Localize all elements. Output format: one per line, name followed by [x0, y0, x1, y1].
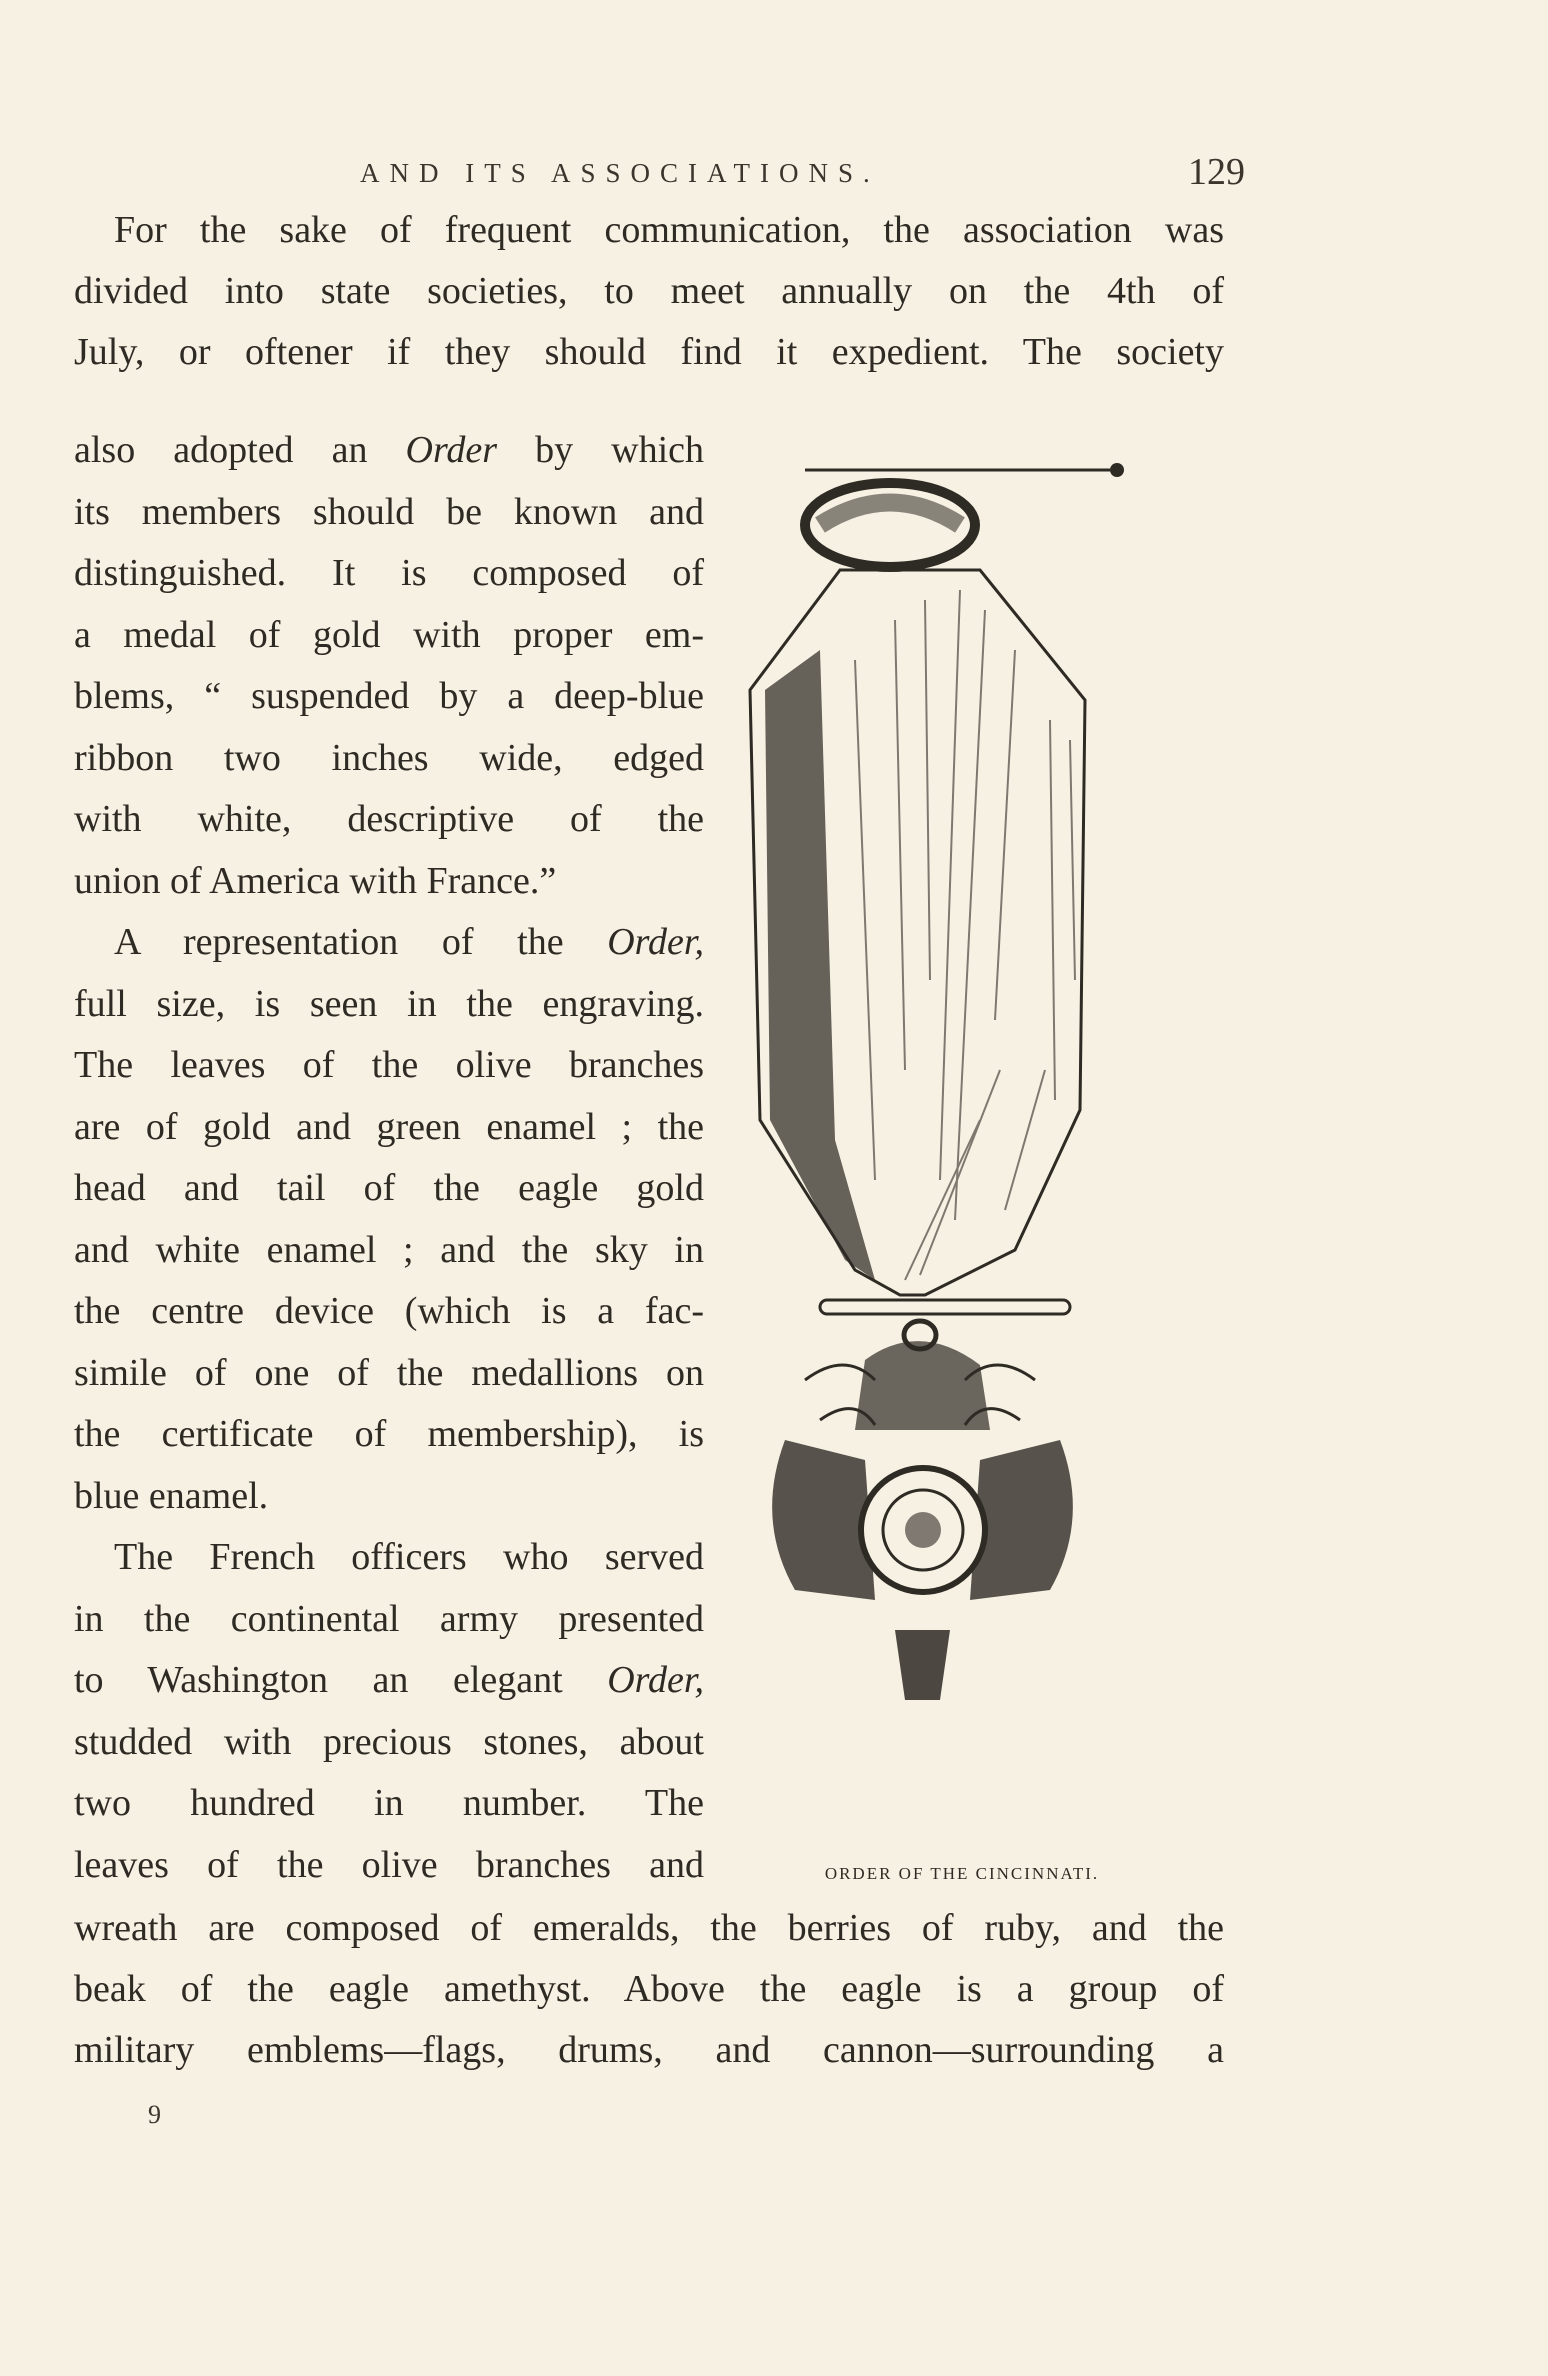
text-line: studded with precious stones, about: [74, 1720, 704, 1763]
text-line: ribbon two inches wide, edged: [74, 736, 704, 779]
text-line: the certificate of membership), is: [74, 1413, 704, 1455]
text-line: divided into state societies, to meet annually on the 4th of: [74, 270, 1224, 312]
signature-mark: 9: [148, 2100, 161, 2129]
figure-caption: ORDER OF THE CINCINNATI.: [824, 1864, 1100, 1883]
text-line: union of America with France.”: [74, 859, 557, 902]
text-line: its members should be known and: [74, 490, 704, 533]
text-line: to Washington an elegant Order,: [74, 1659, 704, 1701]
text-line: blems, “ suspended by a deep-blue: [74, 675, 704, 717]
text-line: The French officers who served: [114, 1536, 704, 1578]
text-line: A representation of the Order,: [114, 921, 704, 963]
text-line: full size, is seen in the engraving.: [74, 982, 704, 1025]
closing-paragraph: [74, 1898, 1224, 2081]
text-line: two hundred in number. The: [74, 1782, 704, 1824]
text-line: distinguished. It is composed of: [74, 552, 704, 594]
text-line: beak of the eagle amethyst. Above the eagle is a group of: [74, 1968, 1224, 2010]
text-line: also adopted an Order by which: [74, 429, 704, 471]
page-number: 129: [1188, 151, 1245, 193]
text-line: in the continental army presented: [74, 1597, 704, 1640]
text-line: the centre device (which is a fac-: [74, 1290, 704, 1332]
order-of-cincinnati-engraving: [725, 420, 1245, 1820]
text-line: are of gold and green enamel ; the: [74, 1105, 704, 1148]
wrapped-column-text: [74, 420, 704, 1896]
text-line: with white, descriptive of the: [74, 798, 704, 840]
intro-paragraph: [74, 200, 1224, 383]
text-line: July, or oftener if they should find it expedient. The society: [74, 331, 1224, 373]
text-line: leaves of the olive branches and: [74, 1843, 704, 1886]
text-line: a medal of gold with proper em-: [74, 613, 704, 656]
text-line: head and tail of the eagle gold: [74, 1167, 704, 1209]
text-line: blue enamel.: [74, 1474, 269, 1517]
text-line: military emblems—flags, drums, and cannon—surrounding a: [74, 2029, 1224, 2071]
text-line: For the sake of frequent communication, the association was: [114, 209, 1224, 251]
text-line: and white enamel ; and the sky in: [74, 1228, 704, 1271]
text-line: wreath are composed of emeralds, the berries of ruby, and the: [74, 1907, 1224, 1949]
running-title: AND ITS ASSOCIATIONS.: [360, 158, 880, 188]
text-line: The leaves of the olive branches: [74, 1044, 704, 1086]
text-line: simile of one of the medallions on: [74, 1351, 704, 1394]
